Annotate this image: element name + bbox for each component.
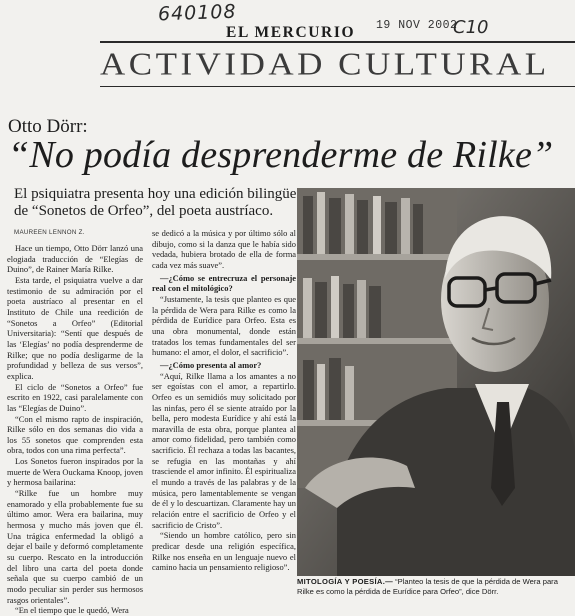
article-column-2 [152,228,296,588]
newspaper-name: EL MERCURIO [226,24,356,41]
paragraph: Esta tarde, el psiquiatra vuelve a dar testimonio de su admiración por el poeta austríaco al presentar en el Instituto de Chile una reedición de “Sonetos a Orfeo” (Editorial Universitaria): “Sentí que después de las ‘Elegías’ no podía desprenderme de Rilke; que no podía desligarme de la profundidad y belleza de sus versos”, explica. [7,274,143,381]
article-kicker: Otto Dörr: [8,116,88,137]
caption-lead: MITOLOGÍA Y POESÍA.— [297,577,394,586]
paragraph: “Aquí, Rilke llama a los amantes a no ser egoístas con el amor, a repartirlo. Orfeo es un semidiós muy solicitado por las ninfas, pero él se siente atraído por la bella, pero modesta Eurídice y ahí está la maravilla de esta obra, porque plantea al amor como fidelidad, pero también como sacrificio. Él rechaza a todas las bacantes, se refugia en las montañas y ahí trasciende el amor infinito. Él espiritualiza el mundo a través de las palabras y de la música, pero lamentablemente se vengan de él y lo descuartizan. Claramente hay un relación entre el sacrificio de Orfeo y el sacrificio de Cristo”. [152,370,296,530]
article-column-1 [7,243,143,616]
interview-question: —¿Cómo presenta al amor? [160,359,262,370]
section-title: ACTIVIDAD CULTURAL [100,46,550,82]
paragraph: “Justamente, la tesis que planteo es que la pérdida de Wera para Rilke es como la pérdida de Eurídice para Orfeo. Esta es una obra monumental, donde están tratados los temas fundamentales del ser humano: el amor, el dolor, el sacrificio”. [152,293,296,358]
paragraph: Hace un tiempo, Otto Dörr lanzó una elogiada traducción de “Elegías de Duino”, de Rainer María Rilke. [7,243,143,275]
paragraph: El ciclo de “Sonetos a Orfeo” fue escrito en 1922, casi paralelamente con las “Elegías de Duino”. [7,381,143,413]
article-byline: MAUREEN LENNON Z. [14,229,85,236]
article-headline: “No podía desprenderme de Rilke” [8,134,554,176]
header-rule-top [100,41,575,43]
paragraph: “En el tiempo que le quedó, Wera [15,605,129,616]
date-stamp: 19 NOV 2002 [376,19,458,32]
photo-caption [297,577,575,596]
article-subtitle: El psiquiatra presenta hoy una edición bilingüe de “Sonetos de Orfeo”, del poeta austríaco. [14,186,297,219]
paragraph: “Rilke fue un hombre muy enamorado y ella probablemente fue su último amor. Wera era bailarina, muy hermosa y mucho más joven que él. Una trágica enfermedad la obligó a dejar el baile y deformó completamente su cuerpo. Rescato en la introducción del libro una carta del poeta donde señala que su cuerpo cambió de un modo peculiar sin perder sus hermosos rasgos orientales”. [7,488,143,605]
paragraph: Los Sonetos fueron inspirados por la muerte de Wera Ouckama Knoop, joven y hermosa bailarina: [7,456,143,488]
handwritten-reference: 640108 [157,0,237,26]
paragraph: se dedicó a la música y por último sólo al dibujo, como si la danza que le había sido vedada, hubiera brotado de ella de forma cada vez más suave”. [152,228,296,270]
portrait-photo-image [297,188,575,576]
paragraph: “Con el mismo rapto de inspiración, Rilke sólo en dos semanas dio vida a los 55 sonetos que comprenden esta obra, todos con una rima perfecta”. [7,413,143,456]
page-reference: C10 [453,17,489,38]
interview-question: —¿Cómo se entrecruza el personaje real con el mitológico? [152,272,296,294]
header-rule-bottom [100,86,575,87]
paragraph: “Siendo un hombre católico, pero sin predicar desde una religión específica, Rilke nos enseña en un lenguaje nuevo el camino hacia un pensamiento religioso”. [152,530,296,573]
portrait-photo [297,188,575,576]
caption-text: “Planteo la tesis de que la pérdida de Wera para Rilke es como la pérdida de Eurídice para Orfeo”, dice Dörr. [297,577,558,596]
